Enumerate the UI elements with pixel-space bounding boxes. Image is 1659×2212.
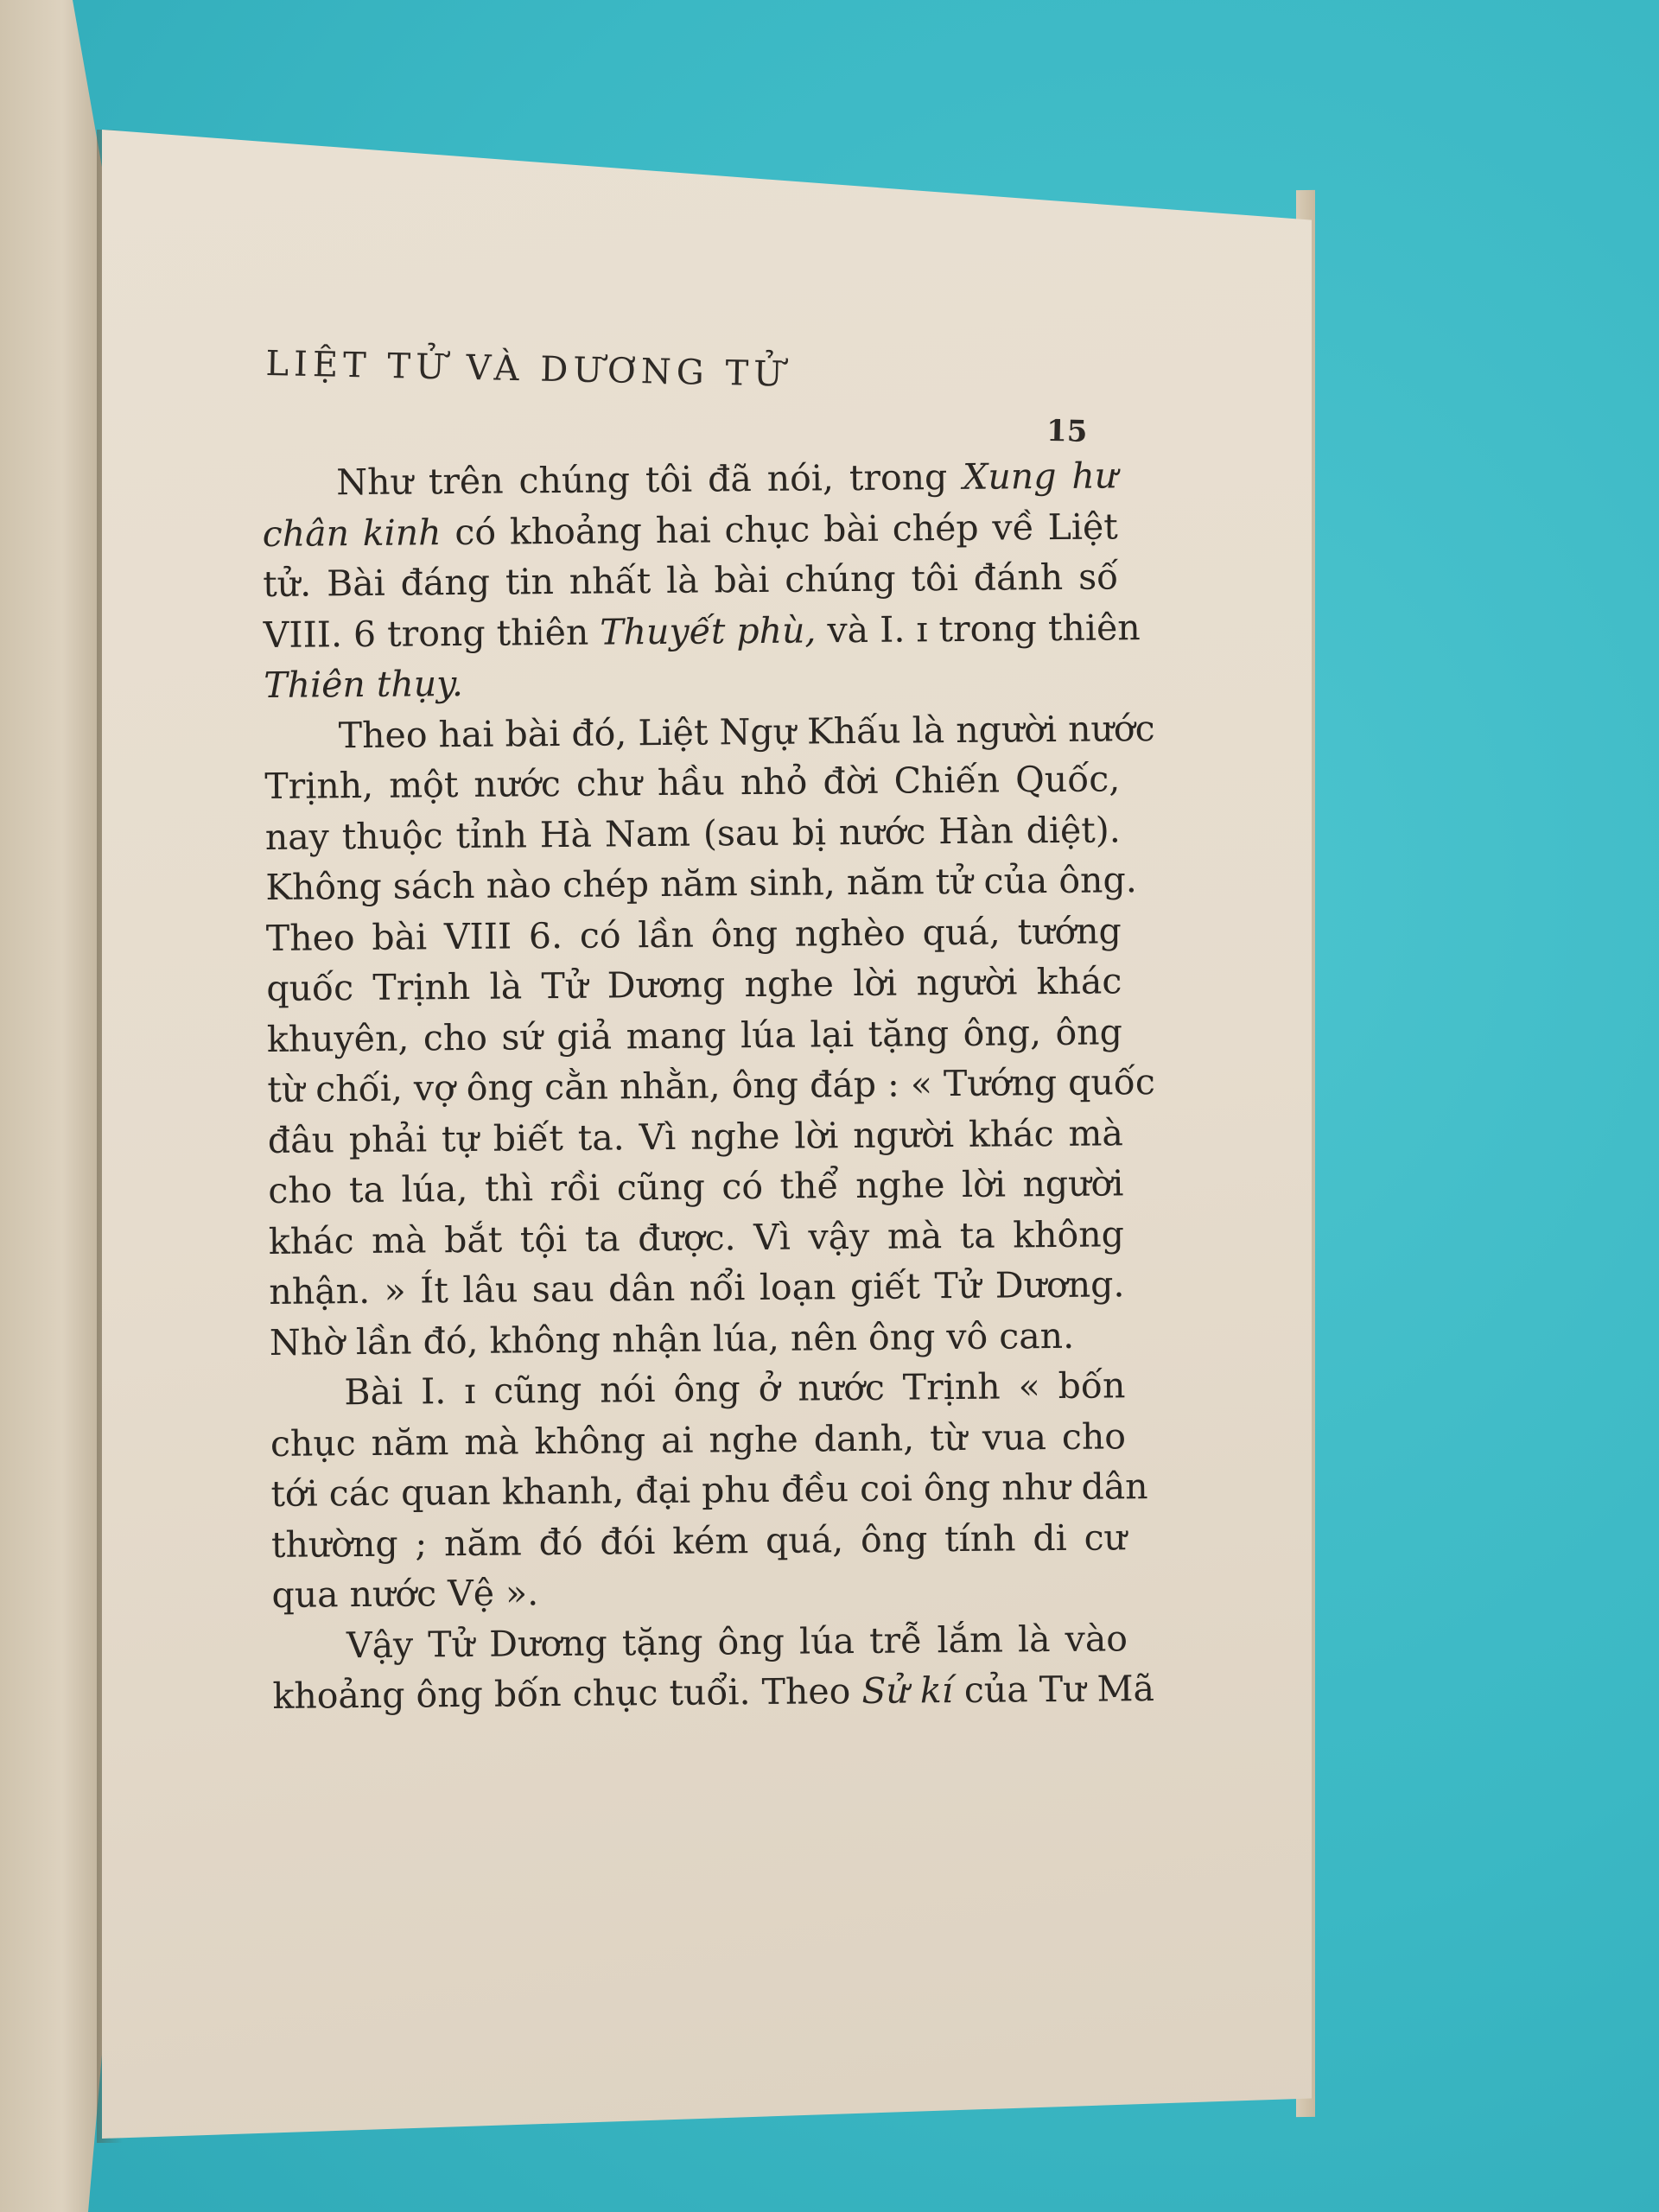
text-line <box>271 1512 1127 1570</box>
text-line <box>271 1562 1127 1620</box>
italic-title: Thiên thụy. <box>264 662 464 706</box>
text-line <box>269 1209 1124 1267</box>
text-line <box>268 1108 1123 1166</box>
text-line <box>270 1310 1125 1368</box>
text-line <box>266 906 1122 963</box>
text-line <box>264 703 1155 761</box>
body-text <box>262 450 1156 1721</box>
italic-title: Sử kí <box>861 1669 954 1712</box>
text-run: Như trên chúng tôi đã nói, trong <box>336 455 963 504</box>
text-line <box>270 1461 1148 1519</box>
text-line <box>265 804 1121 862</box>
text-run: Vậy Tử Dương tặng ông lúa trễ lắm là vào <box>346 1617 1128 1666</box>
italic-title: Thuyết phù, <box>600 608 817 653</box>
text-line <box>265 855 1137 912</box>
text-run: tới các quan khanh, đại phu đều coi ông như dân <box>270 1465 1148 1515</box>
text-run: thường ; năm đó đói kém quá, ông tính di cư <box>270 1516 1128 1566</box>
text-line <box>263 551 1118 609</box>
text-run: qua nước Vệ ». <box>271 1572 539 1616</box>
text-run: Bài I. ɪ cũng nói ông ở nước Trịnh « bốn <box>344 1364 1126 1414</box>
text-line <box>268 1158 1123 1216</box>
text-run: khoảng ông bốn chục tuổi. Theo <box>272 1669 862 1717</box>
paragraph <box>270 1360 1148 1620</box>
text-run: Nhờ lần đó, không nhận lúa, nên ông vô can. <box>269 1314 1075 1363</box>
text-run: cho ta lúa, thì rồi cũng có thể nghe lời người <box>268 1162 1124 1211</box>
text-run: Không sách nào chép năm sinh, năm tử của ông. <box>265 859 1137 908</box>
italic-title: Xung hư <box>963 454 1118 498</box>
text-run: quốc Trịnh là Tử Dương nghe lời người khác <box>266 960 1122 1009</box>
text-run: VIII. 6 trong thiên <box>263 611 601 656</box>
text-run: có khoảng hai chục bài chép về Liệt <box>441 505 1118 553</box>
text-line <box>270 1411 1126 1469</box>
text-run: Theo bài VIII 6. có lần ông nghèo quá, tướng <box>265 909 1122 959</box>
text-line <box>266 956 1122 1014</box>
text-line <box>272 1613 1128 1671</box>
text-line <box>263 602 1141 660</box>
text-run: của Tư Mã <box>952 1668 1155 1712</box>
text-line <box>269 1259 1124 1317</box>
text-run: tử. Bài đáng tin nhất là bài chúng tôi đánh số <box>263 556 1119 605</box>
text-run: Theo hai bài đó, Liệt Ngự Khấu là người nước <box>338 707 1155 756</box>
text-line <box>267 1057 1156 1115</box>
text-line <box>264 753 1120 811</box>
text-run: Trịnh, một nước chư hầu nhỏ đời Chiến Quốc, <box>264 758 1121 807</box>
paragraph <box>262 450 1141 710</box>
text-run: nay thuộc tỉnh Hà Nam (sau bị nước Hàn diệt). <box>264 808 1121 858</box>
text-line <box>267 1007 1122 1065</box>
header-title: LIỆT TỬ VÀ DƯƠNG TỬ <box>265 344 789 395</box>
page-number: 15 <box>1046 413 1088 449</box>
text-run: khác mà bắt tội ta được. Vì vậy mà ta không <box>268 1212 1125 1262</box>
text-run: chục năm mà không ai nghe danh, từ vua cho <box>270 1414 1127 1465</box>
italic-title: chân kinh <box>262 511 442 555</box>
text-run: khuyên, cho sứ giả mang lúa lại tặng ông, ông <box>266 1010 1123 1060</box>
left-page-edge <box>0 0 104 2212</box>
text-line <box>262 450 1117 508</box>
text-run: nhận. » Ít lâu sau dân nổi loạn giết Tử Dương. <box>269 1263 1125 1313</box>
text-line <box>264 652 1119 710</box>
text-run: đâu phải tự biết ta. Vì nghe lời người khác mà <box>267 1111 1124 1161</box>
text-line <box>263 501 1118 559</box>
text-line <box>272 1663 1155 1721</box>
paragraph <box>264 703 1156 1368</box>
paragraph <box>272 1613 1155 1722</box>
text-run: từ chối, vợ ông cằn nhằn, ông đáp : « Tướng quốc <box>267 1061 1156 1110</box>
text-run: và I. ɪ trong thiên <box>816 606 1141 651</box>
text-line <box>270 1360 1125 1418</box>
